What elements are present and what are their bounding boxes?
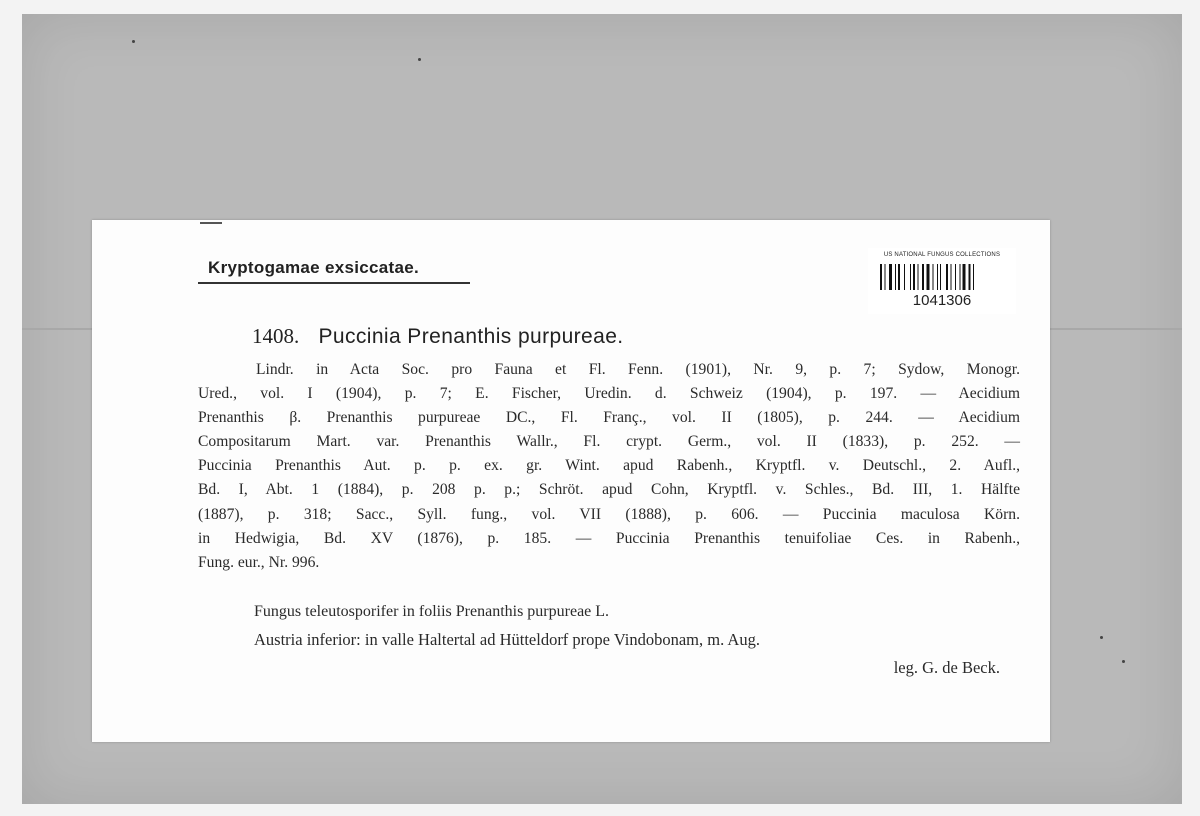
locality: Austria inferior: in valle Haltertal ad Hütteldorf prope Vindobonam, m. Aug.	[254, 630, 760, 649]
host-note: Fungus teleutosporifer in foliis Prenanthis purpureae L.	[254, 603, 610, 620]
barcode-caption: US NATIONAL FUNGUS COLLECTIONS	[883, 252, 1001, 258]
series-title: Kryptogamae exsiccatae.	[208, 258, 420, 277]
synonymy-line: Compositarum Mart. var. Prenanthis Wallr., Fl. crypt. Germ., vol. II (1833), p. 252. —	[198, 433, 1020, 451]
species-heading	[252, 324, 624, 349]
synonymy-line: Ured., vol. I (1904), p. 7; E. Fischer, Uredin. d. Schweiz (1904), p. 197. — Aecidium	[198, 385, 1020, 403]
paper-speck	[132, 40, 135, 43]
title-underline	[198, 282, 470, 284]
synonymy-line: Prenanthis β. Prenanthis purpureae DC., Fl. Franç., vol. II (1805), p. 244. — Aecidium	[198, 409, 1020, 427]
paper-speck	[1122, 660, 1125, 663]
paper-speck	[1100, 636, 1103, 639]
synonymy-line: (1887), p. 318; Sacc., Syll. fung., vol. VII (1888), p. 606. — Puccinia maculosa Körn.	[198, 505, 1020, 523]
barcode-number: 1041306	[912, 292, 972, 309]
label-edge-mark	[200, 222, 222, 224]
species-name: Puccinia Prenanthis purpureae.	[318, 325, 624, 348]
synonymy-line: Lindr. in Acta Soc. pro Fauna et Fl. Fenn. (1901), Nr. 9, p. 7; Sydow, Monogr.	[256, 361, 1020, 378]
exsiccata-number: 1408.	[252, 324, 300, 348]
synonymy-text	[198, 358, 1020, 575]
paper-speck	[418, 58, 421, 61]
synonymy-line: Fung. eur., Nr. 996.	[198, 553, 320, 571]
synonymy-line: Bd. I, Abt. 1 (1884), p. 208 p. p.; Schröt. apud Cohn, Kryptfl. v. Schles., Bd. III, 1. Hälfte	[198, 481, 1020, 499]
collector: leg. G. de Beck.	[893, 658, 1000, 677]
synonymy-line: Puccinia Prenanthis Aut. p. p. ex. gr. Wint. apud Rabenh., Kryptfl. v. Deutschl., 2. Aufl.,	[198, 457, 1020, 475]
barcode-bars	[880, 264, 1004, 290]
synonymy-line: in Hedwigia, Bd. XV (1876), p. 185. — Puccinia Prenanthis tenuifoliae Ces. in Rabenh.,	[198, 529, 1020, 547]
barcode-sticker	[868, 248, 1016, 314]
specimen-label	[92, 220, 1050, 742]
